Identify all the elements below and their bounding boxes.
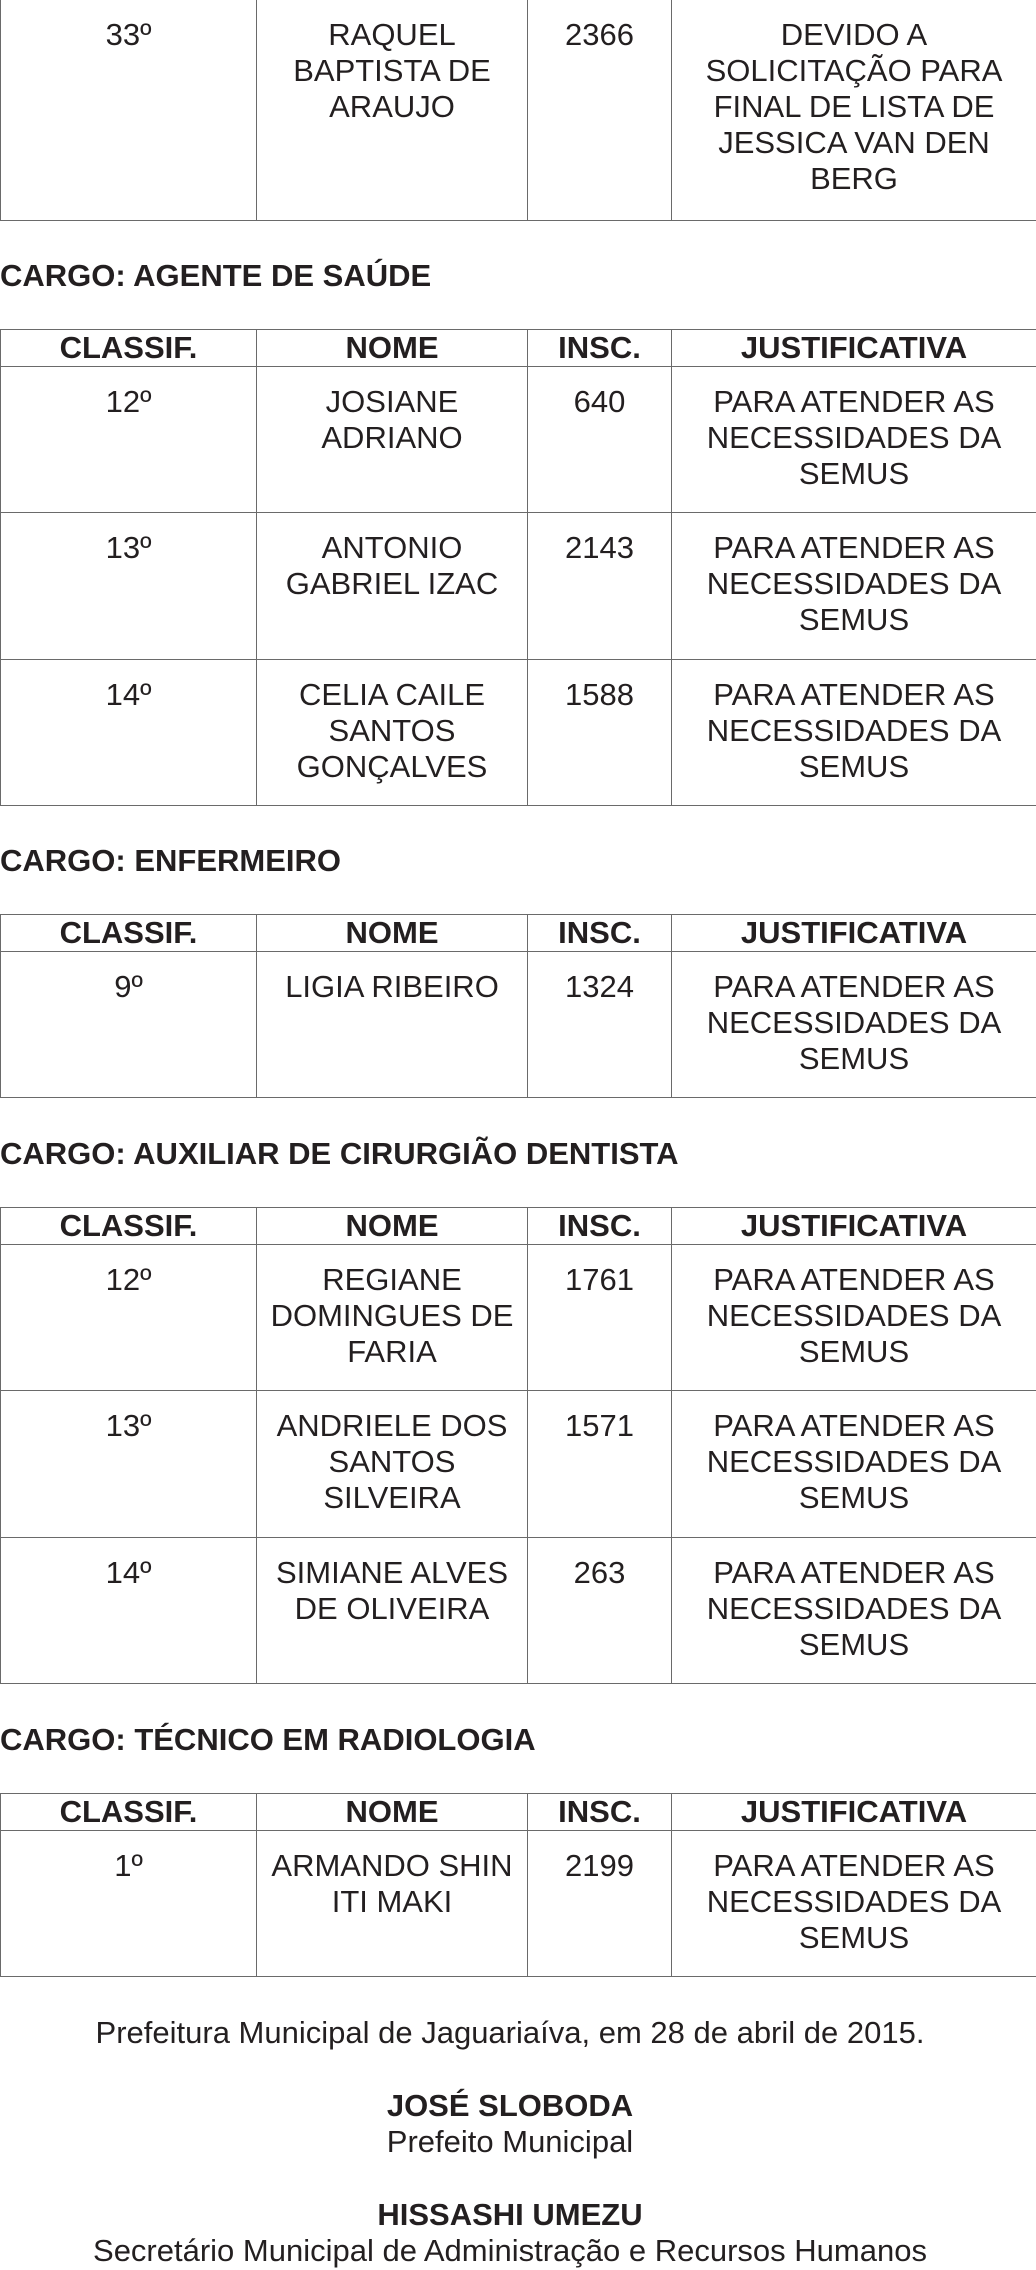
cell-nome: SIMIANE ALVES DE OLIVEIRA <box>257 1538 528 1684</box>
table-row <box>1 952 1036 1098</box>
header-insc: INSC. <box>528 1208 672 1245</box>
cell-classif: 12º <box>1 367 257 513</box>
cell-insc: 640 <box>528 367 672 513</box>
table-header-row <box>1 330 1036 367</box>
cell-nome: REGIANE DOMINGUES DE FARIA <box>257 1245 528 1391</box>
header-classif: CLASSIF. <box>1 330 257 367</box>
cell-justificativa: DEVIDO A SOLICITAÇÃO PARA FINAL DE LISTA DE JESSICA VAN DEN BERG <box>672 0 1036 220</box>
cell-justificativa: PARA ATENDER AS NECESSIDADES DA SEMUS <box>672 660 1036 806</box>
place-date: Prefeitura Municipal de Jaguariaíva, em 28 de abril de 2015. <box>95 2015 925 2050</box>
cell-insc: 2366 <box>528 0 672 220</box>
cell-insc: 1324 <box>528 952 672 1098</box>
cell-justificativa: PARA ATENDER AS NECESSIDADES DA SEMUS <box>672 1538 1036 1684</box>
header-classif: CLASSIF. <box>1 915 257 952</box>
cell-justificativa: PARA ATENDER AS NECESSIDADES DA SEMUS <box>672 1245 1036 1391</box>
cell-classif: 14º <box>1 1538 257 1684</box>
header-justificativa: JUSTIFICATIVA <box>672 1208 1036 1245</box>
signer-title: Prefeito Municipal <box>386 2124 634 2159</box>
table-header-row <box>1 915 1036 952</box>
table-enfermeiro <box>0 914 1036 1098</box>
table-row <box>1 660 1036 806</box>
header-insc: INSC. <box>528 915 672 952</box>
table-header-row <box>1 1794 1036 1831</box>
cell-classif: 13º <box>1 513 257 660</box>
header-justificativa: JUSTIFICATIVA <box>672 1794 1036 1831</box>
header-nome: NOME <box>257 1794 528 1831</box>
cell-insc: 2199 <box>528 1831 672 1977</box>
cell-nome: CELIA CAILE SANTOS GONÇALVES <box>257 660 528 806</box>
section-title-agente-de-saude: CARGO: AGENTE DE SAÚDE <box>0 258 432 293</box>
table-row <box>1 1538 1036 1684</box>
cell-justificativa: PARA ATENDER AS NECESSIDADES DA SEMUS <box>672 1831 1036 1977</box>
cell-insc: 263 <box>528 1538 672 1684</box>
signer-name: HISSASHI UMEZU <box>377 2197 643 2232</box>
header-nome: NOME <box>257 915 528 952</box>
cell-insc: 1571 <box>528 1391 672 1538</box>
cell-insc: 2143 <box>528 513 672 660</box>
header-insc: INSC. <box>528 330 672 367</box>
cell-classif: 1º <box>1 1831 257 1977</box>
header-classif: CLASSIF. <box>1 1794 257 1831</box>
cell-nome: ANTONIO GABRIEL IZAC <box>257 513 528 660</box>
section-title-enfermeiro: CARGO: ENFERMEIRO <box>0 843 341 878</box>
cell-justificativa: PARA ATENDER AS NECESSIDADES DA SEMUS <box>672 513 1036 660</box>
header-justificativa: JUSTIFICATIVA <box>672 330 1036 367</box>
cell-classif: 14º <box>1 660 257 806</box>
table-continuation <box>0 0 1036 221</box>
cell-justificativa: PARA ATENDER AS NECESSIDADES DA SEMUS <box>672 952 1036 1098</box>
table-agente-de-saude <box>0 329 1036 806</box>
table-tecnico-em-radiologia <box>0 1793 1036 1977</box>
header-nome: NOME <box>257 330 528 367</box>
cell-justificativa: PARA ATENDER AS NECESSIDADES DA SEMUS <box>672 367 1036 513</box>
signer-name: JOSÉ SLOBODA <box>386 2088 634 2123</box>
section-title-auxiliar-de-cirurgiao-dentista: CARGO: AUXILIAR DE CIRURGIÃO DENTISTA <box>0 1136 679 1171</box>
cell-nome: ARMANDO SHIN ITI MAKI <box>257 1831 528 1977</box>
table-auxiliar-de-cirurgiao-dentista <box>0 1207 1036 1684</box>
section-title-tecnico-em-radiologia: CARGO: TÉCNICO EM RADIOLOGIA <box>0 1722 536 1757</box>
cell-justificativa: PARA ATENDER AS NECESSIDADES DA SEMUS <box>672 1391 1036 1538</box>
table-header-row <box>1 1208 1036 1245</box>
table-row <box>1 513 1036 660</box>
table-row <box>1 1831 1036 1977</box>
signer-title: Secretário Municipal de Administração e Recursos Humanos <box>93 2233 927 2268</box>
table-row <box>1 1245 1036 1391</box>
header-classif: CLASSIF. <box>1 1208 257 1245</box>
table-row <box>1 367 1036 513</box>
cell-classif: 13º <box>1 1391 257 1538</box>
cell-classif: 9º <box>1 952 257 1098</box>
cell-insc: 1588 <box>528 660 672 806</box>
table-row <box>1 1391 1036 1538</box>
header-insc: INSC. <box>528 1794 672 1831</box>
cell-nome: ANDRIELE DOS SANTOS SILVEIRA <box>257 1391 528 1538</box>
cell-nome: RAQUEL BAPTISTA DE ARAUJO <box>257 0 528 220</box>
cell-classif: 33º <box>1 0 257 220</box>
table-row <box>1 0 1036 220</box>
header-justificativa: JUSTIFICATIVA <box>672 915 1036 952</box>
cell-insc: 1761 <box>528 1245 672 1391</box>
cell-nome: LIGIA RIBEIRO <box>257 952 528 1098</box>
cell-nome: JOSIANE ADRIANO <box>257 367 528 513</box>
cell-classif: 12º <box>1 1245 257 1391</box>
header-nome: NOME <box>257 1208 528 1245</box>
